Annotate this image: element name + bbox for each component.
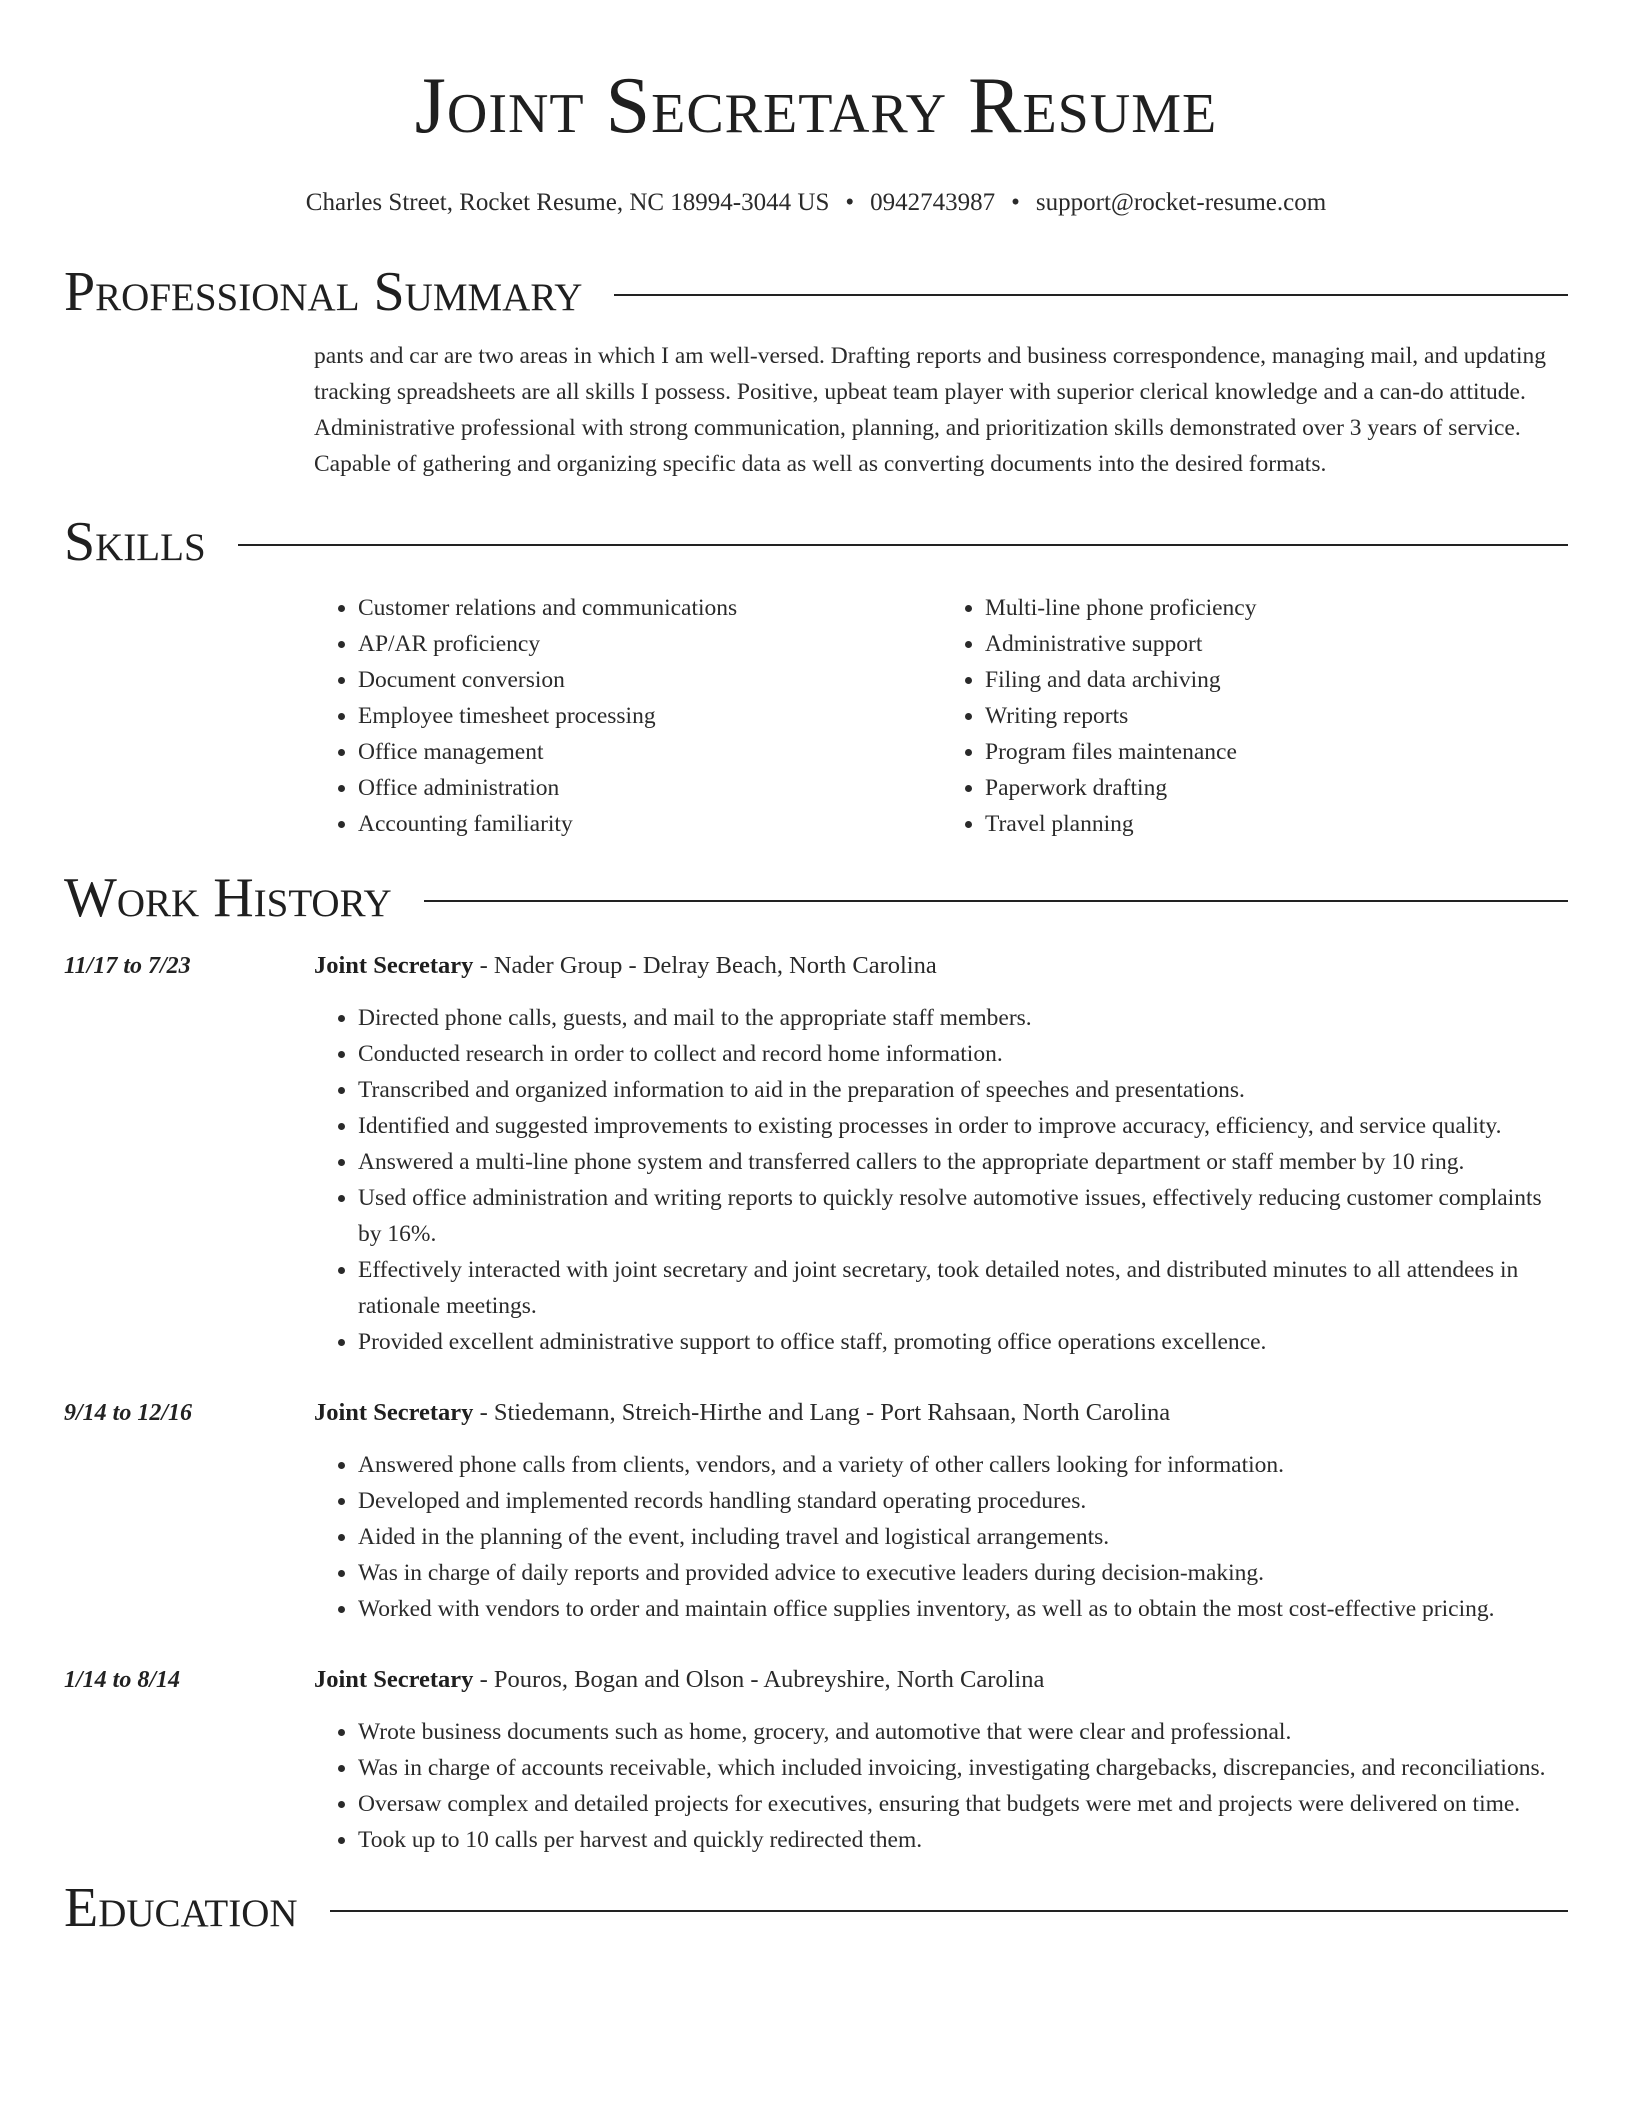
skill-item: • Travel planning — [985, 806, 1568, 842]
job-entry — [64, 1395, 1568, 1627]
job-bullet: • Was in charge of accounts receivable, which included invoicing, investigating chargebacks, discrepancies, and reconciliations. — [358, 1750, 1568, 1786]
job-employer-location: - Pouros, Bogan and Olson - Aubreyshire, North Carolina — [473, 1666, 1045, 1693]
job-bullet: • Conducted research in order to collect and record home information. — [358, 1036, 1568, 1072]
skill-item: • Program files maintenance — [985, 734, 1568, 770]
job-entry — [64, 948, 1568, 1360]
skill-item: • Administrative support — [985, 626, 1568, 662]
skill-item: • Writing reports — [985, 698, 1568, 734]
skill-item: • Office management — [358, 734, 941, 770]
skill-item: • AP/AR proficiency — [358, 626, 941, 662]
contact-line — [64, 188, 1568, 218]
resume-page — [64, 0, 1568, 1940]
job-role: Joint Secretary — [314, 1666, 474, 1693]
contact-phone: 0942743987 — [870, 189, 996, 216]
job-dates: 1/14 to 8/14 — [64, 1667, 181, 1693]
job-bullets — [314, 1447, 1568, 1627]
skill-item: • Multi-line phone proficiency — [985, 590, 1568, 626]
job-role: Joint Secretary — [314, 1399, 474, 1426]
section-divider — [614, 294, 1568, 296]
summary-heading: Professional Summary — [64, 261, 583, 323]
job-bullet: • Answered phone calls from clients, vendors, and a variety of other callers looking for information. — [358, 1447, 1568, 1483]
contact-separator: • — [845, 189, 855, 216]
section-divider — [330, 1910, 1568, 1912]
contact-email: support@rocket-resume.com — [1035, 189, 1327, 216]
skill-item: • Paperwork drafting — [985, 770, 1568, 806]
contact-separator: • — [1011, 189, 1020, 216]
skill-item: • Accounting familiarity — [358, 806, 941, 842]
job-body — [314, 948, 1568, 1360]
work-section-header — [64, 866, 1568, 930]
job-bullet: • Directed phone calls, guests, and mail to the appropriate staff members. — [358, 1000, 1568, 1036]
job-bullet: • Was in charge of daily reports and provided advice to executive leaders during decision-making. — [358, 1555, 1568, 1591]
job-bullet: • Wrote business documents such as home, grocery, and automotive that were clear and professional. — [358, 1714, 1568, 1750]
job-body — [314, 1395, 1568, 1627]
education-heading: Education — [64, 1877, 298, 1939]
job-body — [314, 1662, 1568, 1858]
skills-list-right — [941, 590, 1568, 842]
skills-heading: Skills — [64, 511, 206, 573]
job-bullet: • Answered a multi-line phone system and transferred callers to the appropriate department or staff member by 10 ring. — [358, 1144, 1568, 1180]
skills-list-left — [314, 590, 941, 842]
section-divider — [238, 544, 1568, 546]
job-dates: 11/17 to 7/23 — [64, 953, 191, 979]
job-bullet: • Used office administration and writing reports to quickly resolve automotive issues, effectively reducing customer complaints by 16%. — [358, 1180, 1568, 1252]
job-dates: 9/14 to 12/16 — [64, 1400, 193, 1426]
summary-section-header — [64, 260, 1568, 324]
skill-item: • Office administration — [358, 770, 941, 806]
skills-grid — [314, 590, 1568, 842]
job-bullet: • Provided excellent administrative support to office staff, promoting office operations excellence. — [358, 1324, 1568, 1360]
education-section-header — [64, 1876, 1568, 1940]
skill-item: • Customer relations and communications — [358, 590, 941, 626]
job-entry — [64, 1662, 1568, 1858]
work-heading: Work History — [64, 867, 392, 929]
resume-title: Joint Secretary Resume — [414, 62, 1218, 150]
job-bullet: • Oversaw complex and detailed projects for executives, ensuring that budgets were met and projects were delivered on time. — [358, 1786, 1568, 1822]
job-bullet: • Effectively interacted with joint secretary and joint secretary, took detailed notes, and distributed minutes to all attendees in rationale meetings. — [358, 1252, 1568, 1324]
job-heading — [314, 1395, 1568, 1431]
summary-text: pants and car are two areas in which I am well-versed. Drafting reports and business correspondence, managing mail, and updating tracking spreadsheets are all skills I possess. Positive, upbeat team player with superior clerical knowledge and a can-do attitude. Administrative professional with strong communication, planning, and prioritization skills demonstrated over 3 years of service. Capable of gathering and organizing specific data as well as converting documents into the desired formats. — [314, 343, 1547, 477]
job-bullets — [314, 1000, 1568, 1360]
job-bullets — [314, 1714, 1568, 1858]
job-bullet: • Transcribed and organized information to aid in the preparation of speeches and presentations. — [358, 1072, 1568, 1108]
skills-section-header — [64, 510, 1568, 574]
job-heading — [314, 948, 1568, 984]
skill-item: • Document conversion — [358, 662, 941, 698]
skill-item: • Employee timesheet processing — [358, 698, 941, 734]
job-heading — [314, 1662, 1568, 1698]
job-bullet: • Took up to 10 calls per harvest and quickly redirected them. — [358, 1822, 1568, 1858]
job-employer-location: - Nader Group - Delray Beach, North Carolina — [473, 952, 937, 979]
skill-item: • Filing and data archiving — [985, 662, 1568, 698]
section-divider — [424, 900, 1568, 902]
job-bullet: • Worked with vendors to order and maintain office supplies inventory, as well as to obtain the most cost-effective pricing. — [358, 1591, 1568, 1627]
contact-address: Charles Street, Rocket Resume, NC 18994-3044 US — [305, 189, 830, 216]
job-bullet: • Aided in the planning of the event, including travel and logistical arrangements. — [358, 1519, 1568, 1555]
job-role: Joint Secretary — [314, 952, 474, 979]
job-bullet: • Developed and implemented records handling standard operating procedures. — [358, 1483, 1568, 1519]
job-bullet: • Identified and suggested improvements to existing processes in order to improve accuracy, efficiency, and service quality. — [358, 1108, 1568, 1144]
job-employer-location: - Stiedemann, Streich-Hirthe and Lang - Port Rahsaan, North Carolina — [473, 1399, 1171, 1426]
